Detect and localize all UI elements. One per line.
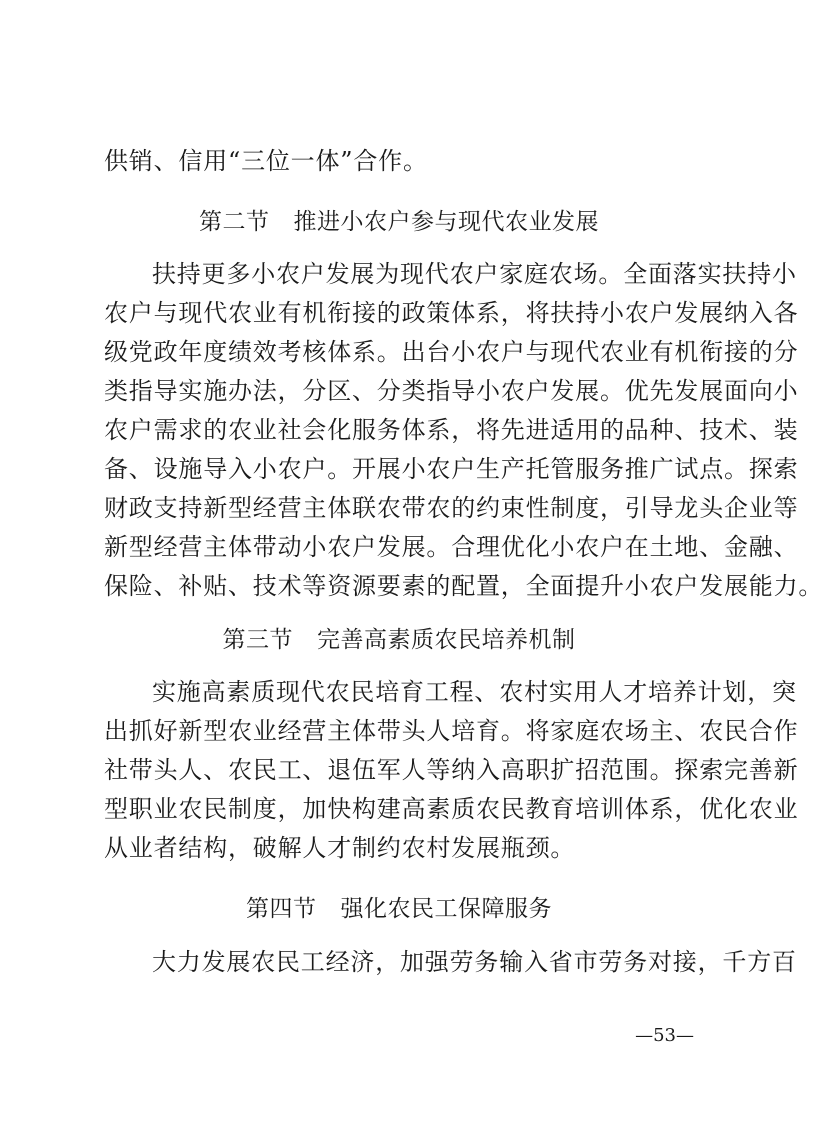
- section-title: 强化农民工保障服务: [340, 896, 552, 922]
- section-number: 第二节: [199, 209, 270, 235]
- paragraph-line: 新型经营主体带动小农户发展。合理优化小农户在土地、金融、: [104, 533, 799, 561]
- paragraph-line: 大力发展农民工经济，加强劳务输入省市劳务对接，千方百: [152, 948, 797, 976]
- paragraph-line: 级党政年度绩效考核体系。出台小农户与现代农业有机衔接的分: [104, 338, 799, 366]
- section-heading: [104, 893, 694, 925]
- section-heading: [104, 624, 694, 656]
- paragraph-line: 型职业农民制度，加快构建高素质农民教育培训体系，优化农业: [104, 795, 799, 823]
- paragraph-line: 扶持更多小农户发展为现代农户家庭农场。全面落实扶持小: [152, 260, 797, 288]
- section-heading: [104, 206, 694, 238]
- paragraph-line: 农户与现代农业有机衔接的政策体系，将扶持小农户发展纳入各: [104, 299, 799, 327]
- section-title: 完善高素质农民培养机制: [317, 627, 576, 653]
- section-number: 第四节: [246, 896, 317, 922]
- continuation-line: 供销、信用“三位一体”合作。: [104, 147, 428, 175]
- section-number: 第三节: [222, 627, 293, 653]
- paragraph-line: 实施高素质现代农民培育工程、农村实用人才培养计划，突: [152, 678, 797, 706]
- paragraph-line: 农户需求的农业社会化服务体系，将先进适用的品种、技术、装: [104, 416, 799, 444]
- paragraph-line: 备、设施导入小农户。开展小农户生产托管服务推广试点。探索: [104, 455, 799, 483]
- page-number: —53—: [635, 1025, 694, 1046]
- paragraph-line: 财政支持新型经营主体联农带农的约束性制度，引导龙头企业等: [104, 494, 799, 522]
- paragraph-line: 保险、补贴、技术等资源要素的配置，全面提升小农户发展能力。: [104, 572, 823, 600]
- paragraph-line: 出抓好新型农业经营主体带头人培育。将家庭农场主、农民合作: [104, 717, 799, 745]
- paragraph-line: 类指导实施办法，分区、分类指导小农户发展。优先发展面向小: [104, 377, 799, 405]
- section-title: 推进小农户参与现代农业发展: [293, 209, 599, 235]
- paragraph-line: 从业者结构，破解人才制约农村发展瓶颈。: [104, 834, 576, 862]
- paragraph-line: 社带头人、农民工、退伍军人等纳入高职扩招范围。探索完善新: [104, 756, 799, 784]
